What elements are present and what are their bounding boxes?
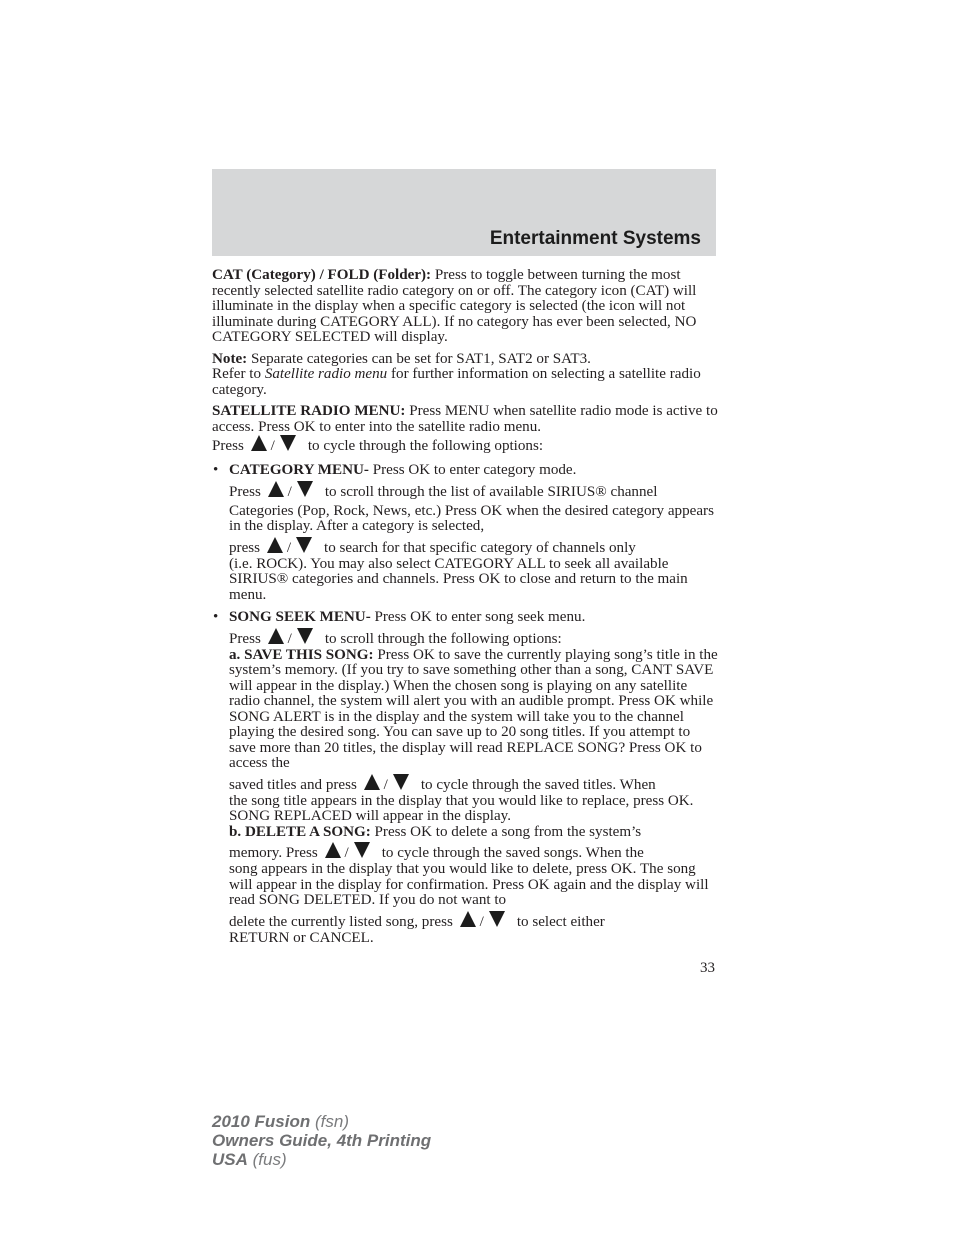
refer-pre: Refer to: [212, 366, 265, 382]
menu-press-text: to cycle through the following options:: [307, 438, 544, 454]
note-paragraph: [212, 352, 718, 399]
arrow-down-icon: [280, 435, 296, 451]
press-word: Press: [229, 483, 261, 500]
save-press-post: to cycle through the saved titles. When: [420, 776, 656, 793]
category-menu-label: CATEGORY MENU-: [229, 462, 369, 478]
cat-fold-paragraph: [212, 268, 718, 346]
arrow-up-icon: [268, 628, 284, 644]
arrow-down-icon: [297, 628, 313, 644]
note-label: Note:: [212, 350, 248, 367]
song-seek-text: Press OK to enter song seek menu.: [370, 609, 586, 625]
arrow-down-icon: [354, 842, 370, 858]
save-song-press-line: [229, 774, 718, 794]
arrow-up-icon: [268, 481, 284, 497]
delete-song-label: b. DELETE A SONG:: [229, 823, 371, 840]
footer-guide: Owners Guide, 4th Printing: [212, 1131, 432, 1150]
page-content: [212, 268, 718, 953]
category-press-line-1: [229, 481, 718, 501]
list-item-category-menu: [212, 463, 718, 603]
refer-post: for further information on selecting a satellite radio category.: [212, 366, 701, 398]
cat-fold-label: CAT (Category) / FOLD (Folder):: [212, 267, 432, 283]
footer-line-1: [212, 1112, 431, 1131]
arrow-down-icon: [296, 537, 312, 553]
section-header-band: [212, 169, 716, 256]
satellite-radio-menu-paragraph: [212, 404, 718, 455]
slash: /: [344, 845, 349, 861]
cat-fold-text: Press to toggle between turning the most recently selected satellite radio category on or off. The category icon (CAT) will illuminate in the display when a specific category is selected (the icon will not illuminate during CATEGORY ALL). If no category has ever been selected, NO CATEGORY SELECTED will display.: [212, 267, 697, 345]
footer-model: 2010 Fusion: [212, 1112, 311, 1131]
footer-line-2: [212, 1131, 431, 1150]
footer-market-code: (fus): [247, 1150, 287, 1169]
song-seek-press-text: to scroll through the following options:: [324, 630, 562, 647]
satellite-radio-menu-label: SATELLITE RADIO MENU:: [212, 403, 406, 419]
song-seek-press-line: [229, 628, 718, 648]
save-song-label: a. SAVE THIS SONG:: [229, 646, 374, 663]
arrow-down-icon: [489, 911, 505, 927]
arrow-down-icon: [297, 481, 313, 497]
arrow-up-icon: [251, 435, 267, 451]
footer-model-code: (fsn): [310, 1112, 349, 1131]
save-song-text-2: the song title appears in the display that you would like to replace, press OK. SONG REPLACED will appear in the display.: [229, 792, 694, 824]
arrow-up-icon: [267, 537, 283, 553]
category-menu-text-2: Categories (Pop, Rock, News, etc.) Press OK when the desired category appears in the display. After a category is selected,: [229, 502, 714, 534]
arrow-up-icon: [460, 911, 476, 927]
delete-song-press-line-2: [229, 911, 718, 931]
slash: /: [479, 913, 484, 930]
slash: /: [287, 630, 292, 647]
category-menu-text: Press OK to enter category mode.: [368, 462, 577, 478]
footer: [212, 1112, 431, 1169]
arrow-up-icon: [325, 842, 341, 858]
category-press-text-2: to search for that specific category of channels only: [324, 539, 636, 556]
delete-song-press-line: [229, 842, 718, 862]
menu-press-line: [212, 435, 718, 455]
page-number: 33: [700, 960, 715, 976]
delete-press2-post: to select either: [516, 913, 605, 930]
arrow-down-icon: [393, 774, 409, 790]
slash: /: [383, 776, 388, 793]
list-item-song-seek-menu: [212, 610, 718, 946]
delete-press-post: to cycle through the saved songs. When the: [381, 845, 644, 861]
delete-song-block: [229, 825, 718, 841]
category-menu-text-3: (i.e. ROCK). You may also select CATEGORY ALL to seek all available SIRIUS® categories and channels. Press OK to close and return to the main menu.: [229, 555, 688, 603]
delete-song-text-2: song appears in the display that you would like to delete, press OK. The song will appear in the display for confirmation. Press OK again and the display will read SONG DELETED. If you do not want to: [229, 861, 709, 908]
delete-song-text: Press OK to delete a song from the system’s: [370, 823, 642, 840]
menu-options-list: [212, 463, 718, 946]
press-word: Press: [212, 438, 244, 454]
save-press-pre: saved titles and press: [229, 776, 357, 793]
footer-line-3: [212, 1150, 431, 1169]
press-word: Press: [229, 630, 261, 647]
save-song-block: [229, 648, 718, 772]
delete-press2-pre: delete the currently listed song, press: [229, 913, 453, 930]
satellite-radio-menu-text: Press MENU when satellite radio mode is active to access. Press OK to enter into the satellite radio menu.: [212, 403, 718, 435]
refer-link-text: Satellite radio menu: [264, 366, 388, 382]
slash: /: [286, 539, 292, 556]
delete-press-pre: memory. Press: [229, 845, 318, 861]
category-press-text-1: to scroll through the list of available SIRIUS® channel: [324, 483, 658, 500]
slash: /: [287, 483, 292, 500]
slash: /: [270, 438, 275, 454]
section-title: Entertainment Systems: [489, 228, 701, 249]
delete-song-text-3: RETURN or CANCEL.: [229, 929, 374, 946]
category-press-line-2: [229, 537, 718, 557]
press-word: press: [229, 539, 261, 556]
save-song-text: Press OK to save the currently playing song’s title in the system’s memory. (If you try to save something other than a song, CANT SAVE will appear in the display.) When the chosen song is playing on any satellite radio channel, the system will alert you with an audible prompt. Press OK while SONG ALERT is in the display and the system will take you to the channel playing the desired song. You can save up to 20 song titles. If you attempt to save more than 20 titles, the display will read REPLACE SONG? Press OK to access the: [229, 646, 718, 771]
note-text: Separate categories can be set for SAT1, SAT2 or SAT3.: [247, 350, 591, 367]
song-seek-label: SONG SEEK MENU-: [229, 609, 371, 625]
footer-market: USA: [212, 1150, 248, 1169]
arrow-up-icon: [364, 774, 380, 790]
